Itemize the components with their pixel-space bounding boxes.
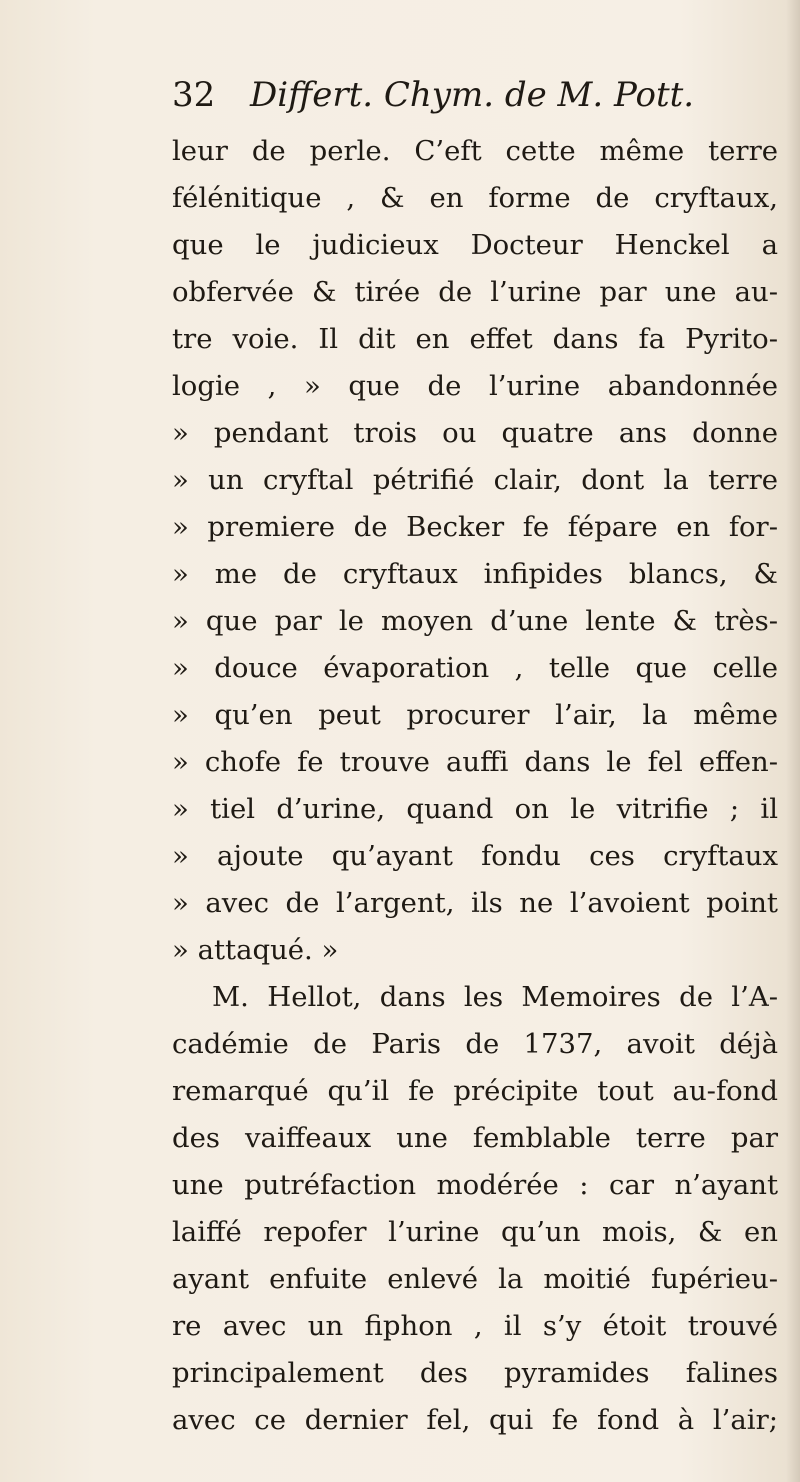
text-line: que le judicieux Docteur Henckel a bbox=[172, 229, 778, 261]
body-text bbox=[172, 128, 778, 1444]
text-line: leur de perle. C’eft cette même terre bbox=[172, 135, 778, 167]
text-line: » chofe fe trouve auffi dans le fel effen- bbox=[172, 746, 778, 778]
text-line: félénitique , & en forme de cryftaux, bbox=[172, 182, 778, 214]
running-title: Differt. Chym. de M. Pott. bbox=[250, 75, 695, 115]
text-line: une putréfaction modérée : car n’ayant bbox=[172, 1169, 778, 1201]
text-line: » tiel d’urine, quand on le vitrifie ; il bbox=[172, 793, 778, 825]
text-line: » ajoute qu’ayant fondu ces cryftaux bbox=[172, 840, 778, 872]
page-number: 32 bbox=[172, 75, 216, 115]
text-line: obfervée & tirée de l’urine par une au- bbox=[172, 276, 778, 308]
text-line: » attaqué. » bbox=[172, 934, 339, 966]
text-line: M. Hellot, dans les Memoires de l’A- bbox=[212, 981, 778, 1013]
text-line: remarqué qu’il fe précipite tout au-fond bbox=[172, 1075, 778, 1107]
text-line: tre voie. Il dit en effet dans fa Pyrito- bbox=[172, 323, 778, 355]
text-line: principalement des pyramides falines bbox=[172, 1357, 778, 1389]
text-line: » pendant trois ou quatre ans donne bbox=[172, 417, 778, 449]
text-line: » qu’en peut procurer l’air, la même bbox=[172, 699, 778, 731]
text-line: » un cryftal pétrifié clair, dont la terre bbox=[172, 464, 778, 496]
text-line: re avec un fiphon , il s’y étoit trouvé bbox=[172, 1310, 778, 1342]
text-line: » avec de l’argent, ils ne l’avoient point bbox=[172, 887, 778, 919]
text-line: logie , » que de l’urine abandonnée bbox=[172, 370, 778, 402]
page-edge-shadow bbox=[786, 0, 800, 1482]
text-line: » que par le moyen d’une lente & très- bbox=[172, 605, 778, 637]
page-header bbox=[172, 70, 772, 120]
text-line: cadémie de Paris de 1737, avoit déjà bbox=[172, 1028, 778, 1060]
text-line: » premiere de Becker fe fépare en for- bbox=[172, 511, 778, 543]
text-line: des vaiffeaux une femblable terre par bbox=[172, 1122, 778, 1154]
text-line: avec ce dernier fel, qui fe fond à l’air; bbox=[172, 1404, 778, 1436]
text-line: ayant enfuite enlevé la moitié fupérieu- bbox=[172, 1263, 778, 1295]
text-line: laiffé repofer l’urine qu’un mois, & en bbox=[172, 1216, 778, 1248]
text-line: » me de cryftaux infipides blancs, & bbox=[172, 558, 778, 590]
text-line: » douce évaporation , telle que celle bbox=[172, 652, 778, 684]
